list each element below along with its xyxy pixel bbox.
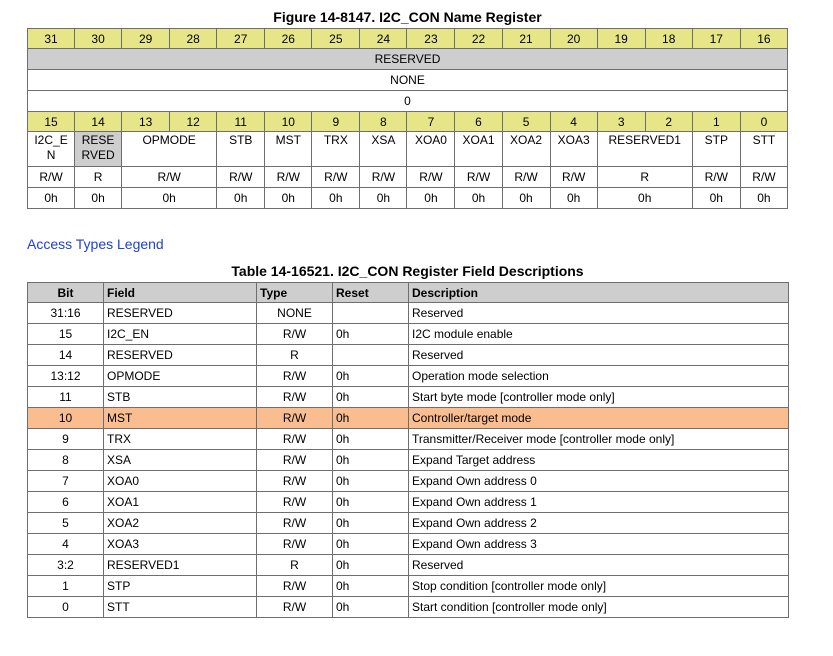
cell-field: RESERVED <box>104 345 257 366</box>
field-type: R/W <box>360 167 407 188</box>
field-reset: 0h <box>550 188 597 209</box>
cell-type: R <box>257 345 333 366</box>
bit-number: 26 <box>265 29 312 49</box>
bit-number: 27 <box>217 29 265 49</box>
cell-field: XOA1 <box>104 492 257 513</box>
table-row <box>28 366 789 387</box>
bit-number: 13 <box>122 112 170 132</box>
cell-reset: 0h <box>333 597 409 618</box>
field-type: R/W <box>265 167 312 188</box>
bit-number: 25 <box>312 29 360 49</box>
cell-reset <box>333 345 409 366</box>
bit-number: 29 <box>122 29 170 49</box>
cell-bit: 1 <box>28 576 104 597</box>
bit-number: 22 <box>455 29 502 49</box>
cell-bit: 0 <box>28 597 104 618</box>
bit-number: 2 <box>645 112 692 132</box>
field-name: I2C_E N <box>28 132 75 167</box>
cell-reset: 0h <box>333 429 409 450</box>
bit-number: 20 <box>550 29 597 49</box>
bit-number: 9 <box>312 112 360 132</box>
field-name: STT <box>740 132 787 167</box>
field-type: R/W <box>455 167 502 188</box>
bit-number: 11 <box>217 112 265 132</box>
upper-field-reset: 0 <box>28 91 788 112</box>
table-row <box>28 450 789 471</box>
field-reset: 0h <box>360 188 407 209</box>
table-row <box>28 387 789 408</box>
field-reset: 0h <box>407 188 455 209</box>
field-type: R/W <box>502 167 550 188</box>
cell-description: Controller/target mode <box>409 408 789 429</box>
cell-reset: 0h <box>333 492 409 513</box>
cell-description: Expand Own address 3 <box>409 534 789 555</box>
cell-type: R/W <box>257 429 333 450</box>
bit-number: 18 <box>645 29 692 49</box>
field-reset: 0h <box>502 188 550 209</box>
cell-bit: 13:12 <box>28 366 104 387</box>
field-reset: 0h <box>28 188 75 209</box>
bit-number: 1 <box>692 112 740 132</box>
table-row <box>28 345 789 366</box>
bit-number: 24 <box>360 29 407 49</box>
cell-type: R/W <box>257 408 333 429</box>
table-row <box>28 471 789 492</box>
cell-description: Start condition [controller mode only] <box>409 597 789 618</box>
cell-description: I2C module enable <box>409 324 789 345</box>
access-types-legend-link[interactable]: Access Types Legend <box>27 236 164 252</box>
field-type: R <box>75 167 122 188</box>
field-type: R/W <box>407 167 455 188</box>
cell-reset: 0h <box>333 555 409 576</box>
figure-title: Figure 14-8147. I2C_CON Name Register <box>273 9 542 25</box>
bit-number: 12 <box>170 112 217 132</box>
cell-type: R <box>257 555 333 576</box>
cell-reset: 0h <box>333 576 409 597</box>
cell-type: R/W <box>257 450 333 471</box>
header-reset: Reset <box>333 283 409 303</box>
field-type: R <box>597 167 692 188</box>
field-name: RESERVED1 <box>597 132 692 167</box>
header-type: Type <box>257 283 333 303</box>
table-title: Table 14-16521. I2C_CON Register Field Descriptions <box>231 263 584 279</box>
cell-type: R/W <box>257 576 333 597</box>
cell-field: OPMODE <box>104 366 257 387</box>
table-row <box>28 555 789 576</box>
table-row <box>28 303 789 324</box>
cell-field: MST <box>104 408 257 429</box>
field-type: R/W <box>550 167 597 188</box>
cell-field: XOA3 <box>104 534 257 555</box>
cell-bit: 6 <box>28 492 104 513</box>
cell-description: Stop condition [controller mode only] <box>409 576 789 597</box>
bit-number: 23 <box>407 29 455 49</box>
register-diagram <box>27 28 788 209</box>
cell-type: NONE <box>257 303 333 324</box>
cell-type: R/W <box>257 324 333 345</box>
header-bit: Bit <box>28 283 104 303</box>
cell-bit: 14 <box>28 345 104 366</box>
bit-number: 19 <box>597 29 645 49</box>
field-type: R/W <box>28 167 75 188</box>
field-name: STP <box>692 132 740 167</box>
table-header-row <box>28 283 789 303</box>
bit-number: 15 <box>28 112 75 132</box>
field-type: R/W <box>692 167 740 188</box>
bit-number: 17 <box>692 29 740 49</box>
cell-description: Reserved <box>409 345 789 366</box>
bit-number: 8 <box>360 112 407 132</box>
cell-bit: 15 <box>28 324 104 345</box>
field-name: OPMODE <box>122 132 217 167</box>
field-reset: 0h <box>312 188 360 209</box>
upper-field-name: RESERVED <box>28 49 788 70</box>
field-name: MST <box>265 132 312 167</box>
field-name: XOA0 <box>407 132 455 167</box>
lower-field-name-row <box>28 132 788 167</box>
cell-field: STB <box>104 387 257 408</box>
cell-bit: 9 <box>28 429 104 450</box>
bit-number: 28 <box>170 29 217 49</box>
field-reset: 0h <box>75 188 122 209</box>
cell-field: RESERVED <box>104 303 257 324</box>
cell-type: R/W <box>257 387 333 408</box>
field-name: TRX <box>312 132 360 167</box>
bit-number: 0 <box>740 112 787 132</box>
cell-description: Expand Own address 0 <box>409 471 789 492</box>
upper-field-type: NONE <box>28 70 788 91</box>
field-type: R/W <box>740 167 787 188</box>
field-descriptions-table <box>27 282 789 618</box>
cell-reset: 0h <box>333 450 409 471</box>
table-row <box>28 597 789 618</box>
table-row <box>28 534 789 555</box>
cell-description: Transmitter/Receiver mode [controller mode only] <box>409 429 789 450</box>
cell-type: R/W <box>257 366 333 387</box>
field-reset: 0h <box>740 188 787 209</box>
field-name: XSA <box>360 132 407 167</box>
cell-reset: 0h <box>333 324 409 345</box>
header-field: Field <box>104 283 257 303</box>
field-name: XOA1 <box>455 132 502 167</box>
lower-bit-row <box>28 112 788 132</box>
field-type: R/W <box>217 167 265 188</box>
table-row <box>28 576 789 597</box>
cell-type: R/W <box>257 471 333 492</box>
lower-field-type-row <box>28 167 788 188</box>
field-type: R/W <box>122 167 217 188</box>
cell-description: Expand Target address <box>409 450 789 471</box>
bit-number: 30 <box>75 29 122 49</box>
cell-description: Start byte mode [controller mode only] <box>409 387 789 408</box>
lower-field-reset-row <box>28 188 788 209</box>
bit-number: 14 <box>75 112 122 132</box>
cell-type: R/W <box>257 513 333 534</box>
table-row <box>28 408 789 429</box>
cell-type: R/W <box>257 492 333 513</box>
table-row <box>28 492 789 513</box>
cell-bit: 4 <box>28 534 104 555</box>
cell-description: Operation mode selection <box>409 366 789 387</box>
cell-bit: 10 <box>28 408 104 429</box>
field-reset: 0h <box>597 188 692 209</box>
header-description: Description <box>409 283 789 303</box>
cell-reset: 0h <box>333 366 409 387</box>
field-name: STB <box>217 132 265 167</box>
field-name: XOA3 <box>550 132 597 167</box>
cell-bit: 11 <box>28 387 104 408</box>
field-reset: 0h <box>455 188 502 209</box>
field-reset: 0h <box>692 188 740 209</box>
cell-bit: 31:16 <box>28 303 104 324</box>
cell-reset: 0h <box>333 387 409 408</box>
cell-field: TRX <box>104 429 257 450</box>
table-row <box>28 324 789 345</box>
bit-number: 21 <box>502 29 550 49</box>
field-reset: 0h <box>122 188 217 209</box>
upper-bit-row <box>28 29 788 49</box>
cell-reset: 0h <box>333 534 409 555</box>
cell-field: XSA <box>104 450 257 471</box>
field-reset: 0h <box>265 188 312 209</box>
cell-reset <box>333 303 409 324</box>
cell-type: R/W <box>257 597 333 618</box>
cell-description: Expand Own address 1 <box>409 492 789 513</box>
bit-number: 6 <box>455 112 502 132</box>
cell-field: XOA0 <box>104 471 257 492</box>
cell-description: Reserved <box>409 303 789 324</box>
bit-number: 31 <box>28 29 75 49</box>
cell-bit: 7 <box>28 471 104 492</box>
cell-description: Reserved <box>409 555 789 576</box>
cell-reset: 0h <box>333 408 409 429</box>
field-reset: 0h <box>217 188 265 209</box>
bit-number: 5 <box>502 112 550 132</box>
cell-field: I2C_EN <box>104 324 257 345</box>
cell-type: R/W <box>257 534 333 555</box>
bit-number: 4 <box>550 112 597 132</box>
bit-number: 10 <box>265 112 312 132</box>
cell-field: XOA2 <box>104 513 257 534</box>
field-name: XOA2 <box>502 132 550 167</box>
table-row <box>28 513 789 534</box>
bit-number: 3 <box>597 112 645 132</box>
cell-description: Expand Own address 2 <box>409 513 789 534</box>
cell-reset: 0h <box>333 513 409 534</box>
cell-field: STT <box>104 597 257 618</box>
bit-number: 7 <box>407 112 455 132</box>
bit-number: 16 <box>740 29 787 49</box>
table-row <box>28 429 789 450</box>
cell-field: STP <box>104 576 257 597</box>
cell-bit: 3:2 <box>28 555 104 576</box>
cell-field: RESERVED1 <box>104 555 257 576</box>
field-type: R/W <box>312 167 360 188</box>
cell-bit: 8 <box>28 450 104 471</box>
cell-bit: 5 <box>28 513 104 534</box>
field-name: RESE RVED <box>75 132 122 167</box>
cell-reset: 0h <box>333 471 409 492</box>
